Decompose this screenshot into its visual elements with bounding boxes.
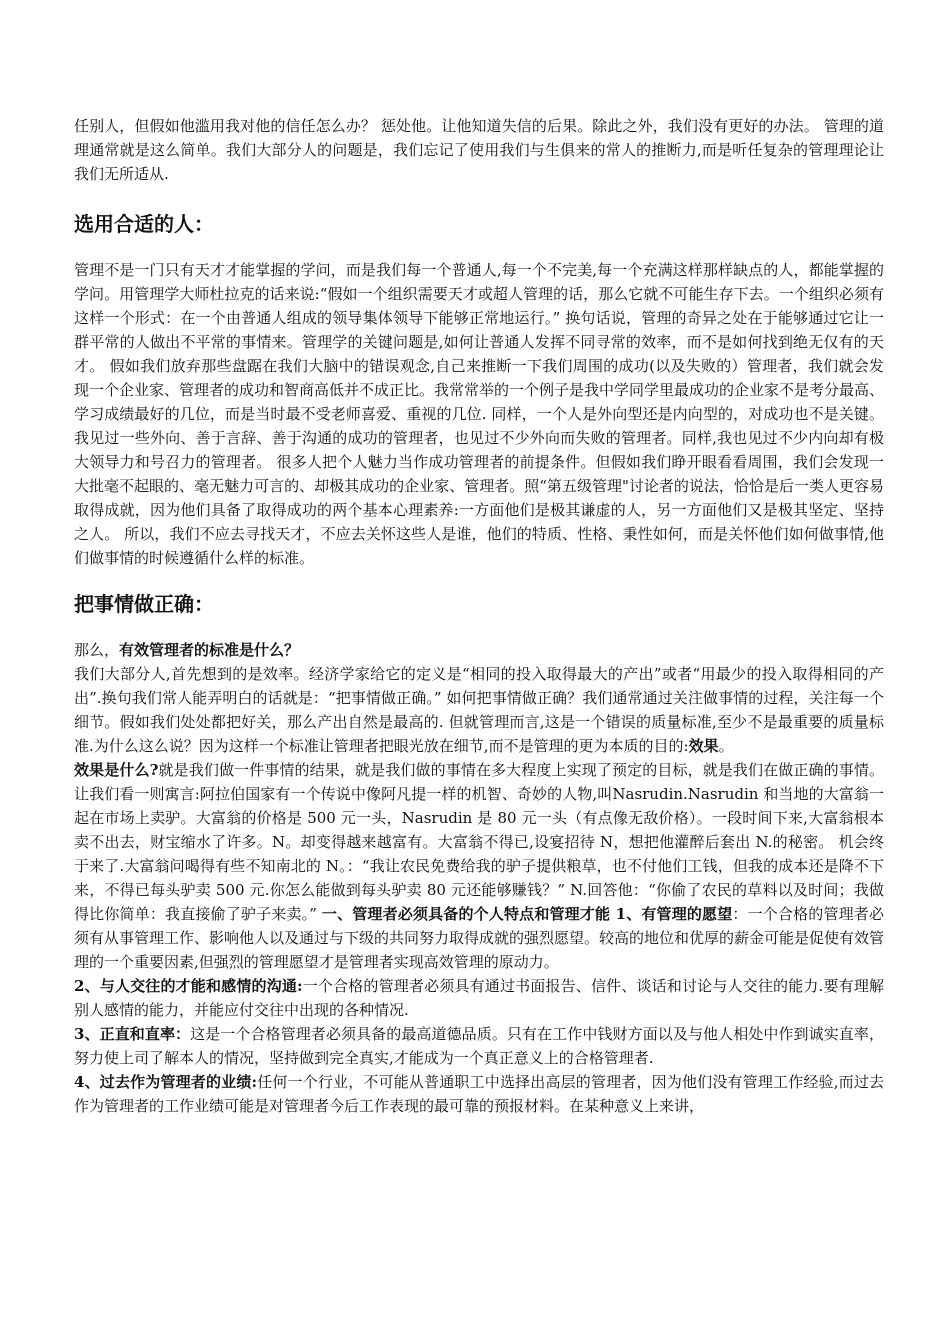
section-heading-do-things-right: 把事情做正确： — [74, 592, 214, 616]
past-performance-text: 任何一个行业，不可能从普通职工中选择出高层的管理者，因为他们没有管理工作经验,而过去作为管理者的工作业绩可能是对管理者今后工作表现的最可靠的预报材料。在某种意义上来讲， — [74, 1073, 884, 1115]
efficiency-text: 我们大部分人,首先想到的是效率。经济学家给它的定义是“相同的投入取得最大的产出”或者“用最少的投入取得相同的产出”.换句我们常人能弄明白的话就是：“把事情做正确。” 如何把事情做正确？我们通常通过关注做事情的过程，关注每一个细节。假如我们处处都把好关，那么产出自然是最高的. 但就管理而言,这是一个错误的质量标准,至少不是最重要的质量标准.为什么这么说？因为这样一个标准让管理者把眼光放在细节,而不是管理的更为本质的目的: — [74, 665, 884, 755]
section-select-people-body: 管理不是一门只有天才才能掌握的学问，而是我们每一个普通人,每一个不完美,每一个充满这样那样缺点的人，都能掌握的学问。用管理学大师杜拉克的话来说:“假如一个组织需要天才或超人管理的话，那么它就不可能生存下去。一个组织必须有这样一个形式：在一个由普通人组成的领导集体领导下能够正常地运行。” 换句话说，管理的奇异之处在于能够通过它让一群平常的人做出不平常的事情来。管理学的关键问题是,如何让普通人发挥不同寻常的效率，而不是如何找到绝无仅有的天才。 假如我们放弃那些盘踞在我们大脑中的错误观念,自己来推断一下我们周围的成功(以及失败的）管理者，我们就会发现一个企业家、管理者的成功和智商高低并不成正比。我常常举的一个例子是我中学同学里最成功的企业家不是考分最高、学习成绩最好的几位，而是当时最不受老师喜爱、重视的几位. 同样，一个人是外向型还是内向型的，对成功也不是关键。我见过一些外向、善于言辞、善于沟通的成功的管理者，也见过不少外向而失败的管理者。同样,我也见过不少内向却有极大领导力和号召力的管理者。 很多人把个人魅力当作成功管理者的前提条件。但假如我们睁开眼看看周围，我们会发现一大批毫不起眼的、毫无魅力可言的、却极其成功的企业家、管理者。照“第五级管理"讨论者的说法，恰恰是后一类人更容易取得成就，因为他们具备了取得成功的两个基本心理素养:一方面他们是极其谦虚的人，另一方面他们又是极其坚定、坚持之人。 所以，我们不应去寻找天才，不应去关怀这些人是谁，他们的特质、性格、秉性如何，而是关怀他们如何做事情,他们做事情的时候遵循什么样的标准。 — [74, 261, 885, 567]
efficiency-paragraph — [74, 662, 884, 758]
communication-paragraph — [74, 974, 884, 1022]
question-line — [74, 638, 884, 662]
manager-traits-heading: 一、管理者必须具备的个人特点和管理才能 1、有管理的愿望 — [321, 905, 733, 923]
effect-paragraph — [74, 758, 884, 974]
section-heading-select-people: 选用合适的人： — [74, 212, 214, 236]
question-bold: 有效管理者的标准是什么？ — [119, 641, 300, 659]
document-page — [74, 114, 884, 1118]
past-performance-paragraph — [74, 1070, 884, 1118]
past-performance-heading: 4、过去作为管理者的业绩: — [74, 1073, 258, 1091]
integrity-paragraph — [74, 1022, 884, 1070]
question-prefix: 那么， — [74, 641, 120, 659]
intro-paragraph: 任别人，但假如他滥用我对他的信任怎么办？ 惩处他。让他知道失信的后果。除此之外，我们没有更好的办法。 管理的道理通常就是这么简单。我们大部分人的问题是，我们忘记了使用我们与生俱来的常人的推断力,而是听任复杂的管理理论让我们无所适从. — [74, 117, 884, 183]
effect-term: 效果 — [688, 737, 719, 755]
effect-text: 就是我们做一件事情的结果，就是我们做的事情在多大程度上实现了预定的目标，就是我们在做正确的事情。 让我们看一则寓言:阿拉伯国家有一个传说中像阿凡提一样的机智、奇妙的人物,叫Nasrudin.Nasrudin 和当地的大富翁一起在市场上卖驴。大富翁的价格是 500 元一头，Nasrudin 是 80 元一头（有点像无敌价格）。一段时间下来,大富翁根本卖不出去，财宝缩水了许多。N。却变得越来越富有。大富翁不得已,设宴招待 N，想把他灌醉后套出 N.的秘密。 机会终于来了.大富翁问喝得有些不知南北的 N。：“我让农民免费给我的驴子提供粮草，也不付他们工钱，但我的成本还是降不下来，不得已每头驴卖 500 元.你怎么能做到每头驴卖 80 元还能够赚钱？” N.回答他：“你偷了农民的草料以及时间；我做得比你简单：我直接偷了驴子来卖。” — [74, 761, 884, 923]
manager-desire-text: ：一个合格的管理者必须有从事管理工作、影响他人以及通过与下级的共同努力取得成就的强烈愿望。较高的地位和优厚的薪金可能是促使有效管理的一个重要因素,但强烈的管理愿望才是管理者实现高效管理的原动力。 — [74, 905, 885, 971]
communication-text: 一个合格的管理者必须具有通过书面报告、信件、谈话和讨论与人交往的能力.要有理解别人感情的能力，并能应付交往中出现的各种情况. — [74, 977, 884, 1019]
integrity-text: 这是一个合格管理者必须具备的最高道德品质。只有在工作中钱财方面以及与他人相处中作到诚实直率，努力使上司了解本人的情况，坚持做到完全真实,才能成为一个真正意义上的合格管理者. — [74, 1025, 884, 1067]
efficiency-tail: 。 — [718, 737, 734, 755]
integrity-heading: 3、正直和直率： — [74, 1025, 191, 1043]
effect-question: 效果是什么? — [74, 761, 159, 779]
communication-heading: 2、与人交往的才能和感情的沟通: — [74, 977, 303, 995]
